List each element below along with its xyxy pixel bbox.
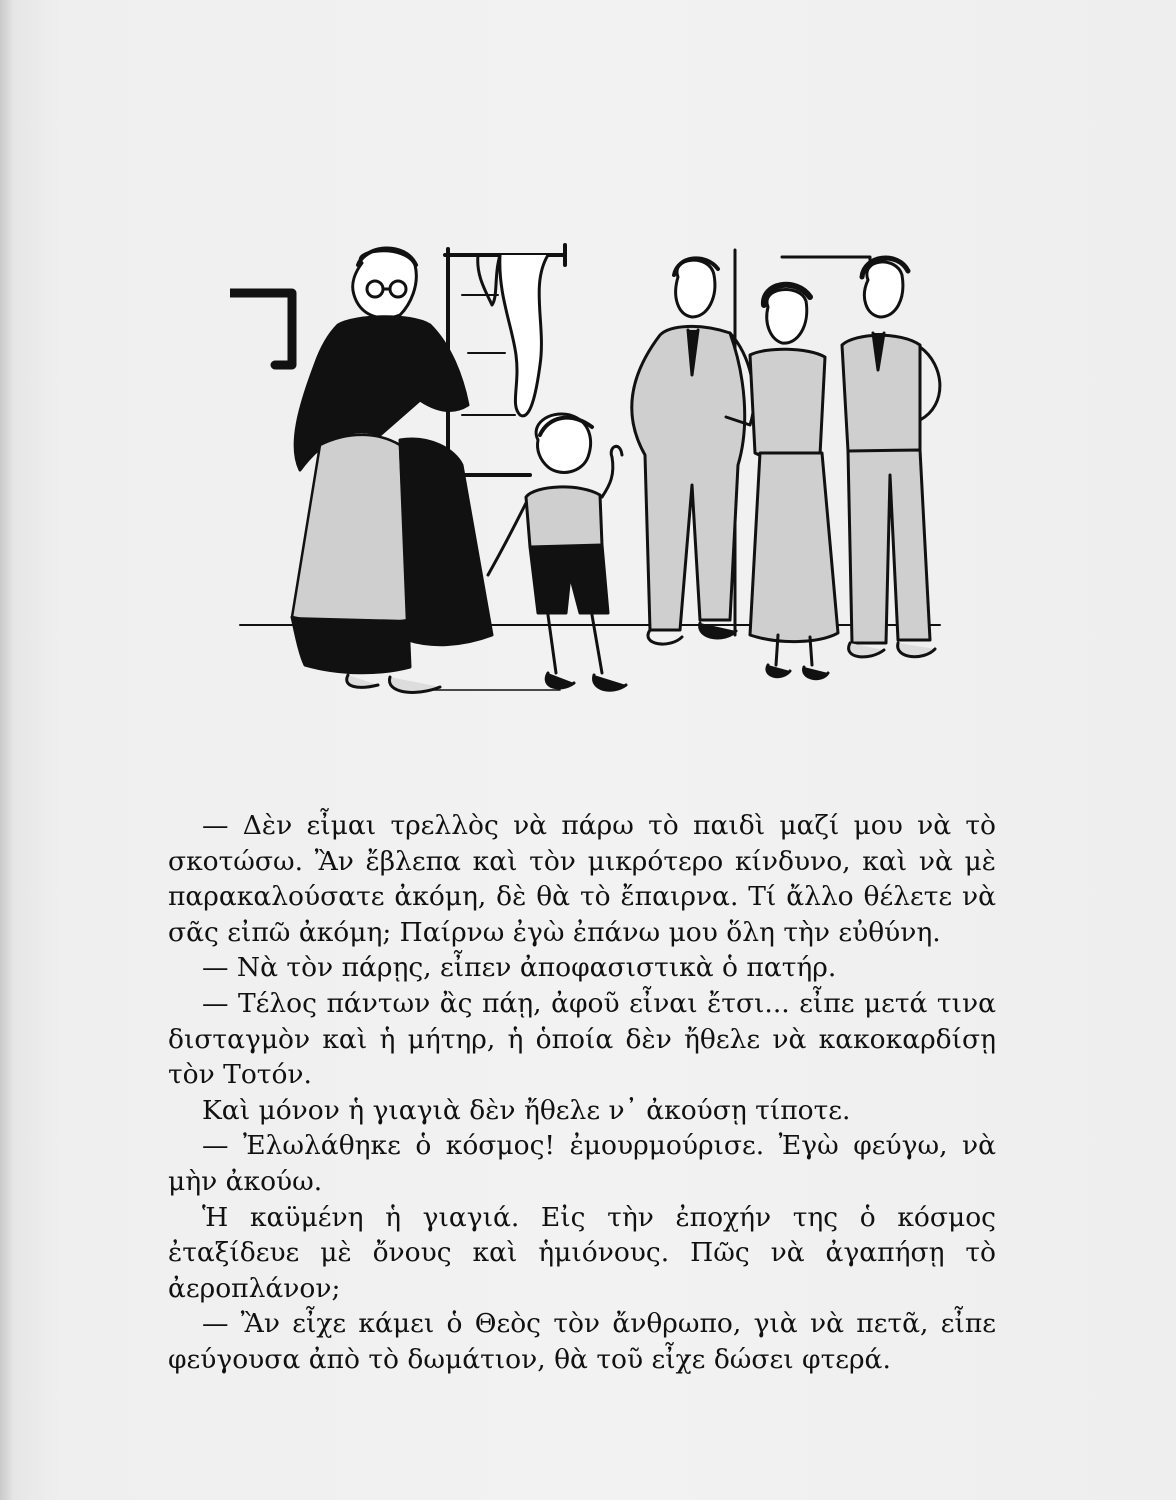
paragraph-4: Καὶ μόνον ἡ γιαγιὰ δὲν ἤθελε ν᾽ ἀκούσῃ τίποτε. [202,1094,851,1126]
show-through-top [160,120,990,152]
paragraph-3: — Τέλος πάντων ἂς πάῃ, ἀφοῦ εἶναι ἔτσι... εἶπε μετά τινα δισταγμὸν καὶ ἡ μήτηρ, ἡ ὁποία δὲν ἤθελε νὰ κακοκαρδίσῃ τὸν Τοτόν. [168,987,996,1091]
paragraph-6: Ἡ καϋμένη ἡ γιαγιά. Εἰς τὴν ἐποχήν της ὁ κόσμος ἐταξίδευε μὲ ὄνους καὶ ἡμιόνους. Πῶς νὰ ἀγαπήσῃ τὸ ἀεροπλάνον; [168,1201,996,1304]
paragraph-2: — Νὰ τὸν πάρῃς, εἶπεν ἀποφασιστικὰ ὁ πατήρ. [202,952,837,984]
paragraph-7: — Ἂν εἶχε κάμει ὁ Θεὸς τὸν ἄνθρωπο, γιὰ νὰ πετᾶ, εἶπε φεύγουσα ἀπὸ τὸ δωμάτιον, θὰ τοῦ εἶχε δώσει φτερά. [168,1308,996,1375]
paragraph-5: — Ἐλωλάθηκε ὁ κόσμος! ἐμουρμούρισε. Ἐγὼ φεύγω, νὰ μὴν ἀκούω. [168,1130,996,1197]
body-text [168,808,996,1378]
paragraph-1: — Δὲν εἶμαι τρελλὸς νὰ πάρω τὸ παιδὶ μαζί μου νὰ τὸ σκοτώσω. Ἂν ἔβλεπα καὶ τὸν μικρότερο κίνδυνο, καὶ νὰ μὲ παρακαλούσατε ἀκόμη, δὲ θὰ τὸ ἔπαιρνα. Τί ἄλλο θέλετε νὰ σᾶς εἰπῶ ἀκόμη; Παίρνω ἐγὼ ἐπάνω μου ὅλη τὴν εὐθύνη. [168,810,996,948]
family-illustration [230,235,950,715]
